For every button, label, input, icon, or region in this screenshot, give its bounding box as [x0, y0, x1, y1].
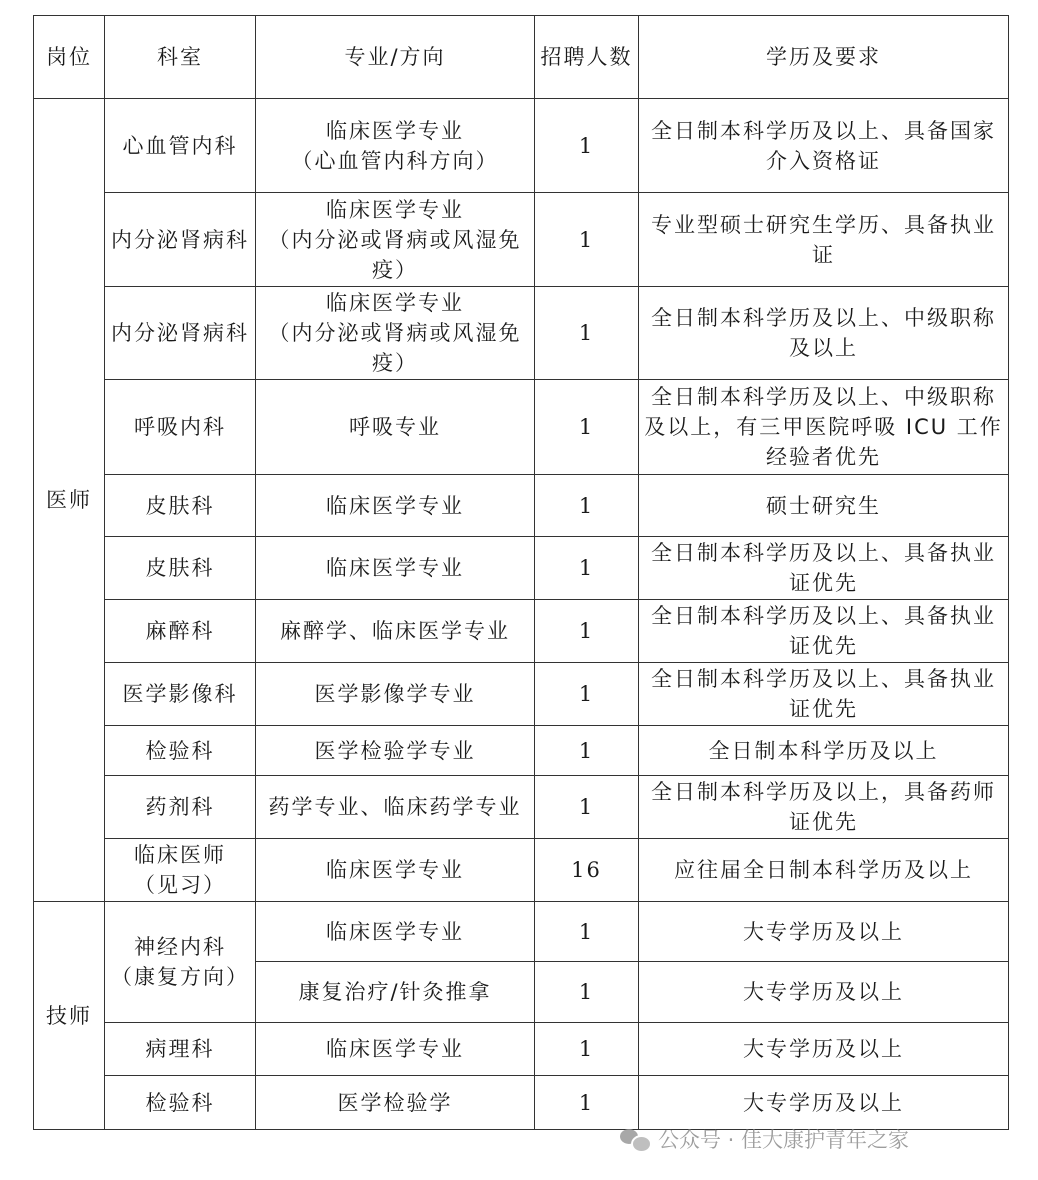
cell-count: 1	[535, 663, 639, 726]
cell-count: 1	[535, 193, 639, 287]
cell-department: 心血管内科	[105, 99, 256, 193]
cell-count: 1	[535, 287, 639, 380]
cell-major: 临床医学专业 （内分泌或肾病或风湿免疫）	[256, 287, 535, 380]
cell-major: 药学专业、临床药学专业	[256, 776, 535, 839]
cell-count: 1	[535, 475, 639, 537]
cell-department: 药剂科	[105, 776, 256, 839]
cell-requirements: 全日制本科学历及以上，具备药师证优先	[639, 776, 1009, 839]
header-row	[34, 16, 1009, 99]
cell-count: 1	[535, 600, 639, 663]
group-doctor: 医师	[34, 99, 105, 902]
cell-major: 临床医学专业	[256, 537, 535, 600]
table-row	[34, 193, 1009, 287]
watermark	[620, 1122, 1020, 1156]
recruitment-table	[33, 15, 1009, 1130]
group-technician: 技师	[34, 902, 105, 1130]
cell-major: 医学检验学专业	[256, 726, 535, 776]
cell-major: 临床医学专业	[256, 475, 535, 537]
cell-count: 1	[535, 962, 639, 1023]
cell-requirements: 大专学历及以上	[639, 962, 1009, 1023]
cell-requirements: 全日制本科学历及以上、中级职称及以上	[639, 287, 1009, 380]
cell-requirements: 应往届全日制本科学历及以上	[639, 839, 1009, 902]
table-row	[34, 475, 1009, 537]
header-requirements: 学历及要求	[639, 16, 1009, 99]
cell-department: 检验科	[105, 726, 256, 776]
cell-major: 呼吸专业	[256, 380, 535, 475]
cell-requirements: 专业型硕士研究生学历、具备执业证	[639, 193, 1009, 287]
watermark-text: 公众号 · 佳大康护青年之家	[658, 1128, 910, 1152]
cell-department: 检验科	[105, 1076, 256, 1130]
table-row	[34, 726, 1009, 776]
table-row	[34, 537, 1009, 600]
cell-department: 内分泌肾病科	[105, 193, 256, 287]
cell-requirements: 全日制本科学历及以上、具备执业证优先	[639, 600, 1009, 663]
cell-major: 临床医学专业	[256, 1023, 535, 1076]
header-count: 招聘人数	[535, 16, 639, 99]
cell-count: 16	[535, 839, 639, 902]
cell-department: 神经内科 （康复方向）	[105, 902, 256, 1023]
cell-count: 1	[535, 1076, 639, 1130]
cell-major: 医学影像学专业	[256, 663, 535, 726]
cell-count: 1	[535, 380, 639, 475]
cell-requirements: 大专学历及以上	[639, 1023, 1009, 1076]
cell-requirements: 硕士研究生	[639, 475, 1009, 537]
cell-major: 麻醉学、临床医学专业	[256, 600, 535, 663]
table-row	[34, 1023, 1009, 1076]
cell-department: 内分泌肾病科	[105, 287, 256, 380]
cell-major: 临床医学专业	[256, 839, 535, 902]
table-row	[34, 839, 1009, 902]
cell-requirements: 大专学历及以上	[639, 1076, 1009, 1130]
cell-major: 临床医学专业 （心血管内科方向）	[256, 99, 535, 193]
cell-major: 临床医学专业	[256, 902, 535, 962]
cell-department: 临床医师 （见习）	[105, 839, 256, 902]
cell-department: 麻醉科	[105, 600, 256, 663]
cell-major: 康复治疗/针灸推拿	[256, 962, 535, 1023]
header-department: 科室	[105, 16, 256, 99]
cell-count: 1	[535, 776, 639, 839]
wechat-icon	[620, 1127, 650, 1151]
cell-department: 病理科	[105, 1023, 256, 1076]
table-row	[34, 600, 1009, 663]
header-position: 岗位	[34, 16, 105, 99]
cell-major: 医学检验学	[256, 1076, 535, 1130]
cell-count: 1	[535, 1023, 639, 1076]
cell-department: 医学影像科	[105, 663, 256, 726]
header-major: 专业/方向	[256, 16, 535, 99]
cell-requirements: 全日制本科学历及以上、具备执业证优先	[639, 663, 1009, 726]
cell-requirements: 全日制本科学历及以上	[639, 726, 1009, 776]
table-row	[34, 380, 1009, 475]
cell-major: 临床医学专业 （内分泌或肾病或风湿免疫）	[256, 193, 535, 287]
cell-count: 1	[535, 99, 639, 193]
cell-count: 1	[535, 726, 639, 776]
table-row	[34, 663, 1009, 726]
cell-count: 1	[535, 902, 639, 962]
cell-requirements: 全日制本科学历及以上、中级职称及以上，有三甲医院呼吸 ICU 工作经验者优先	[639, 380, 1009, 475]
cell-department: 皮肤科	[105, 475, 256, 537]
table-row	[34, 287, 1009, 380]
cell-department: 皮肤科	[105, 537, 256, 600]
cell-count: 1	[535, 537, 639, 600]
table-row	[34, 902, 1009, 962]
cell-requirements: 全日制本科学历及以上、具备执业证优先	[639, 537, 1009, 600]
cell-department: 呼吸内科	[105, 380, 256, 475]
cell-requirements: 全日制本科学历及以上、具备国家介入资格证	[639, 99, 1009, 193]
table-row	[34, 99, 1009, 193]
table-row	[34, 776, 1009, 839]
cell-requirements: 大专学历及以上	[639, 902, 1009, 962]
